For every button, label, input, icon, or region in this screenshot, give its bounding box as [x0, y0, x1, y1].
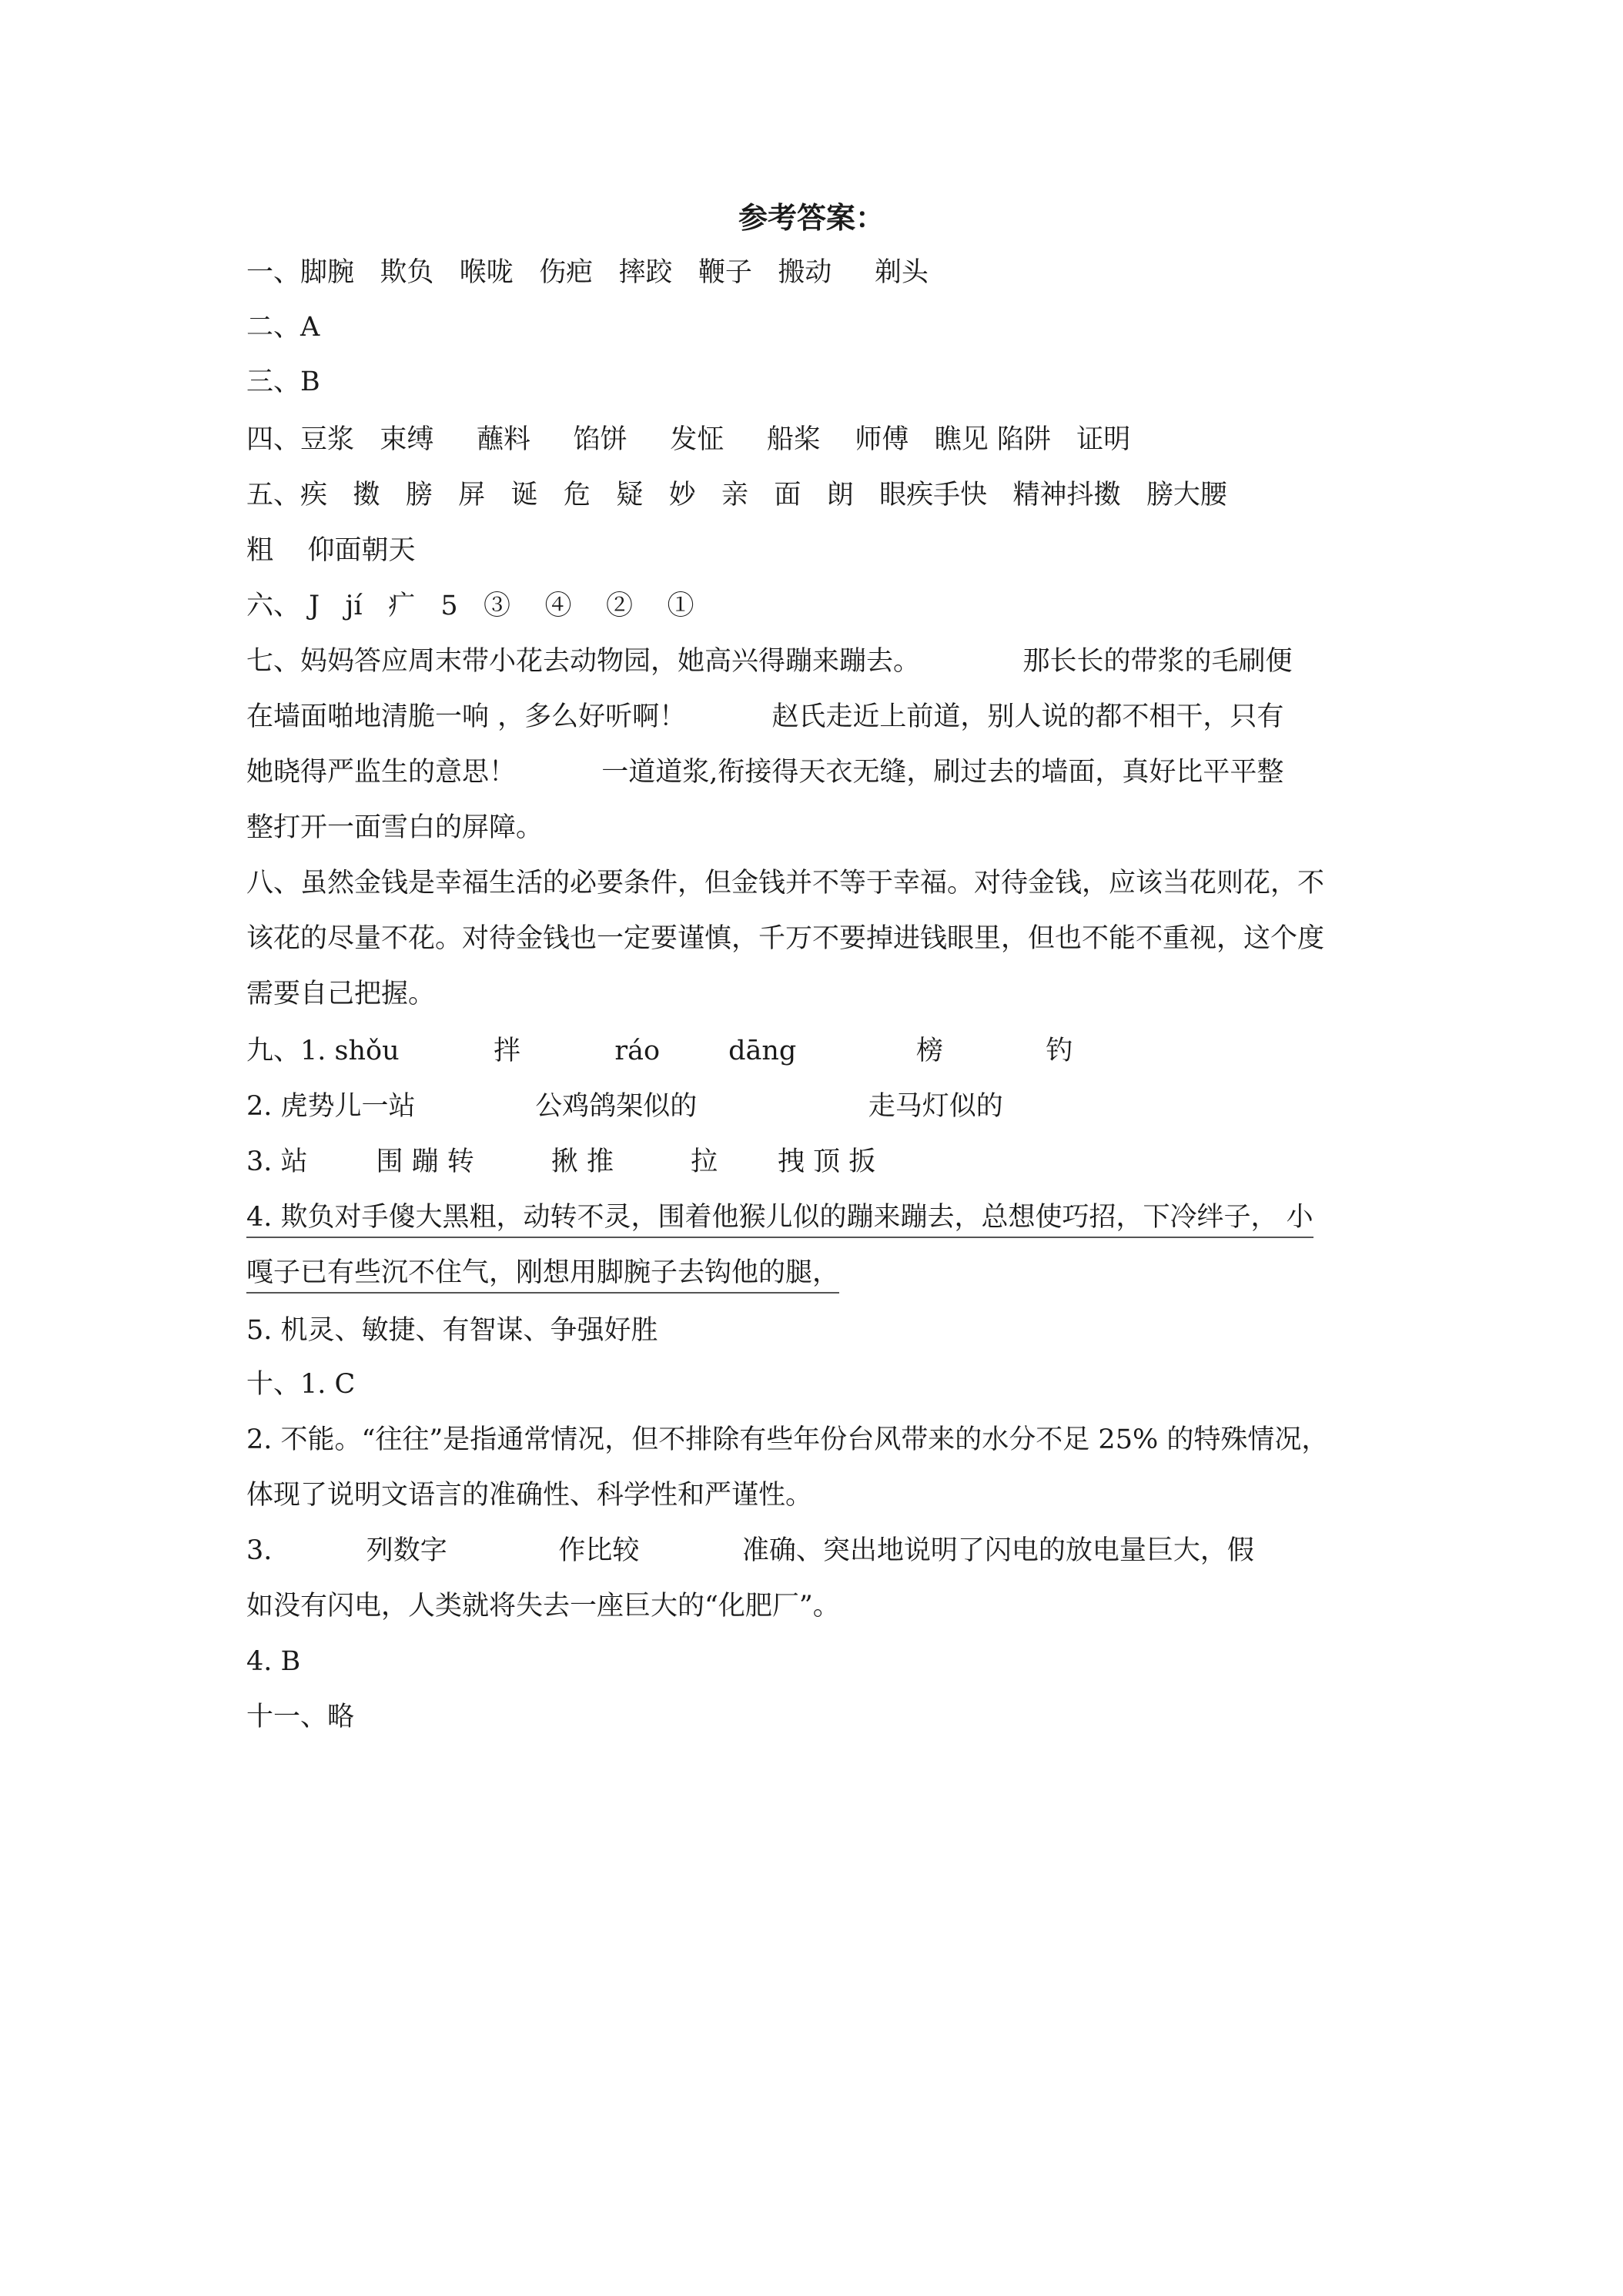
answer-line: 整打开一面雪白的屏障。 [246, 812, 544, 843]
answer-line: 一、脚腕 欺负 喉咙 伤疤 摔跤 鞭子 搬动 剃头 [246, 257, 929, 288]
answer-line: 4. B [246, 1646, 301, 1677]
underlined-answer-line: 4. 欺负对手傻大黑粗，动转不灵，围着他猴儿似的蹦来蹦去，总想使巧招，下冷绊子， 小 [246, 1198, 1313, 1238]
answer-line: 四、豆浆 束缚 蘸料 馅饼 发怔 船桨 师傅 瞧见 陷阱 证明 [246, 424, 1131, 455]
answer-line: 八、虽然金钱是幸福生活的必要条件，但金钱并不等于幸福。对待金钱，应该当花则花，不 [246, 868, 1325, 899]
answer-line: 十、1. C [246, 1369, 356, 1400]
answer-line: 5. 机灵、敏捷、有智谋、争强好胜 [246, 1315, 658, 1346]
answer-line: 粗 仰面朝天 [246, 535, 416, 566]
answer-line: 3. 列数字 作比较 准确、突出地说明了闪电的放电量巨大，假 [246, 1535, 1254, 1566]
answer-line: 该花的尽量不花。对待金钱也一定要谨慎，千万不要掉进钱眼里，但也不能不重视，这个度 [246, 923, 1325, 954]
answer-line: 她晓得严监生的意思！ 一道道浆,衔接得天衣无缝，刷过去的墙面，真好比平平整 [246, 757, 1284, 788]
underlined-answer-line: 嘎子已有些沉不住气，刚想用脚腕子去钩他的腿， [246, 1253, 839, 1294]
answer-line: 九、1. shǒu 拌 ráo dāng 榜 钓 [246, 1036, 1073, 1066]
answer-line: 在墙面啪地清脆一响 ，多么好听啊！ 赵氏走近上前道，别人说的都不相干，只有 [246, 701, 1284, 732]
answer-line: 体现了说明文语言的准确性、科学性和严谨性。 [246, 1480, 813, 1511]
answer-line: 2. 不能。“往往”是指通常情况，但不排除有些年份台风带来的水分不足 25% 的特殊情况， [246, 1424, 1329, 1455]
answer-line: 六、 J jí 疒 5 ③ ④ ② ① [246, 591, 694, 621]
answer-line: 如没有闪电，人类就将失去一座巨大的“化肥厂”。 [246, 1591, 840, 1622]
answer-line: 七、妈妈答应周末带小花去动物园，她高兴得蹦来蹦去。 那长长的带浆的毛刷便 [246, 646, 1293, 677]
answer-line: 二、A [246, 312, 320, 343]
answer-line: 十一、略 [246, 1702, 355, 1732]
answer-line: 3. 站 围 蹦 转 揪 推 拉 拽 顶 扳 [246, 1146, 876, 1177]
answer-line: 三、B [246, 366, 320, 397]
answer-line: 2. 虎势儿一站 公鸡鸽架似的 走马灯似的 [246, 1091, 1003, 1122]
answer-line: 五、疾 擞 膀 屏 诞 危 疑 妙 亲 面 朗 眼疾手快 精神抖擞 膀大腰 [246, 480, 1227, 510]
page-title: 参考答案： [738, 201, 885, 235]
answer-line: 需要自己把握。 [246, 979, 436, 1009]
